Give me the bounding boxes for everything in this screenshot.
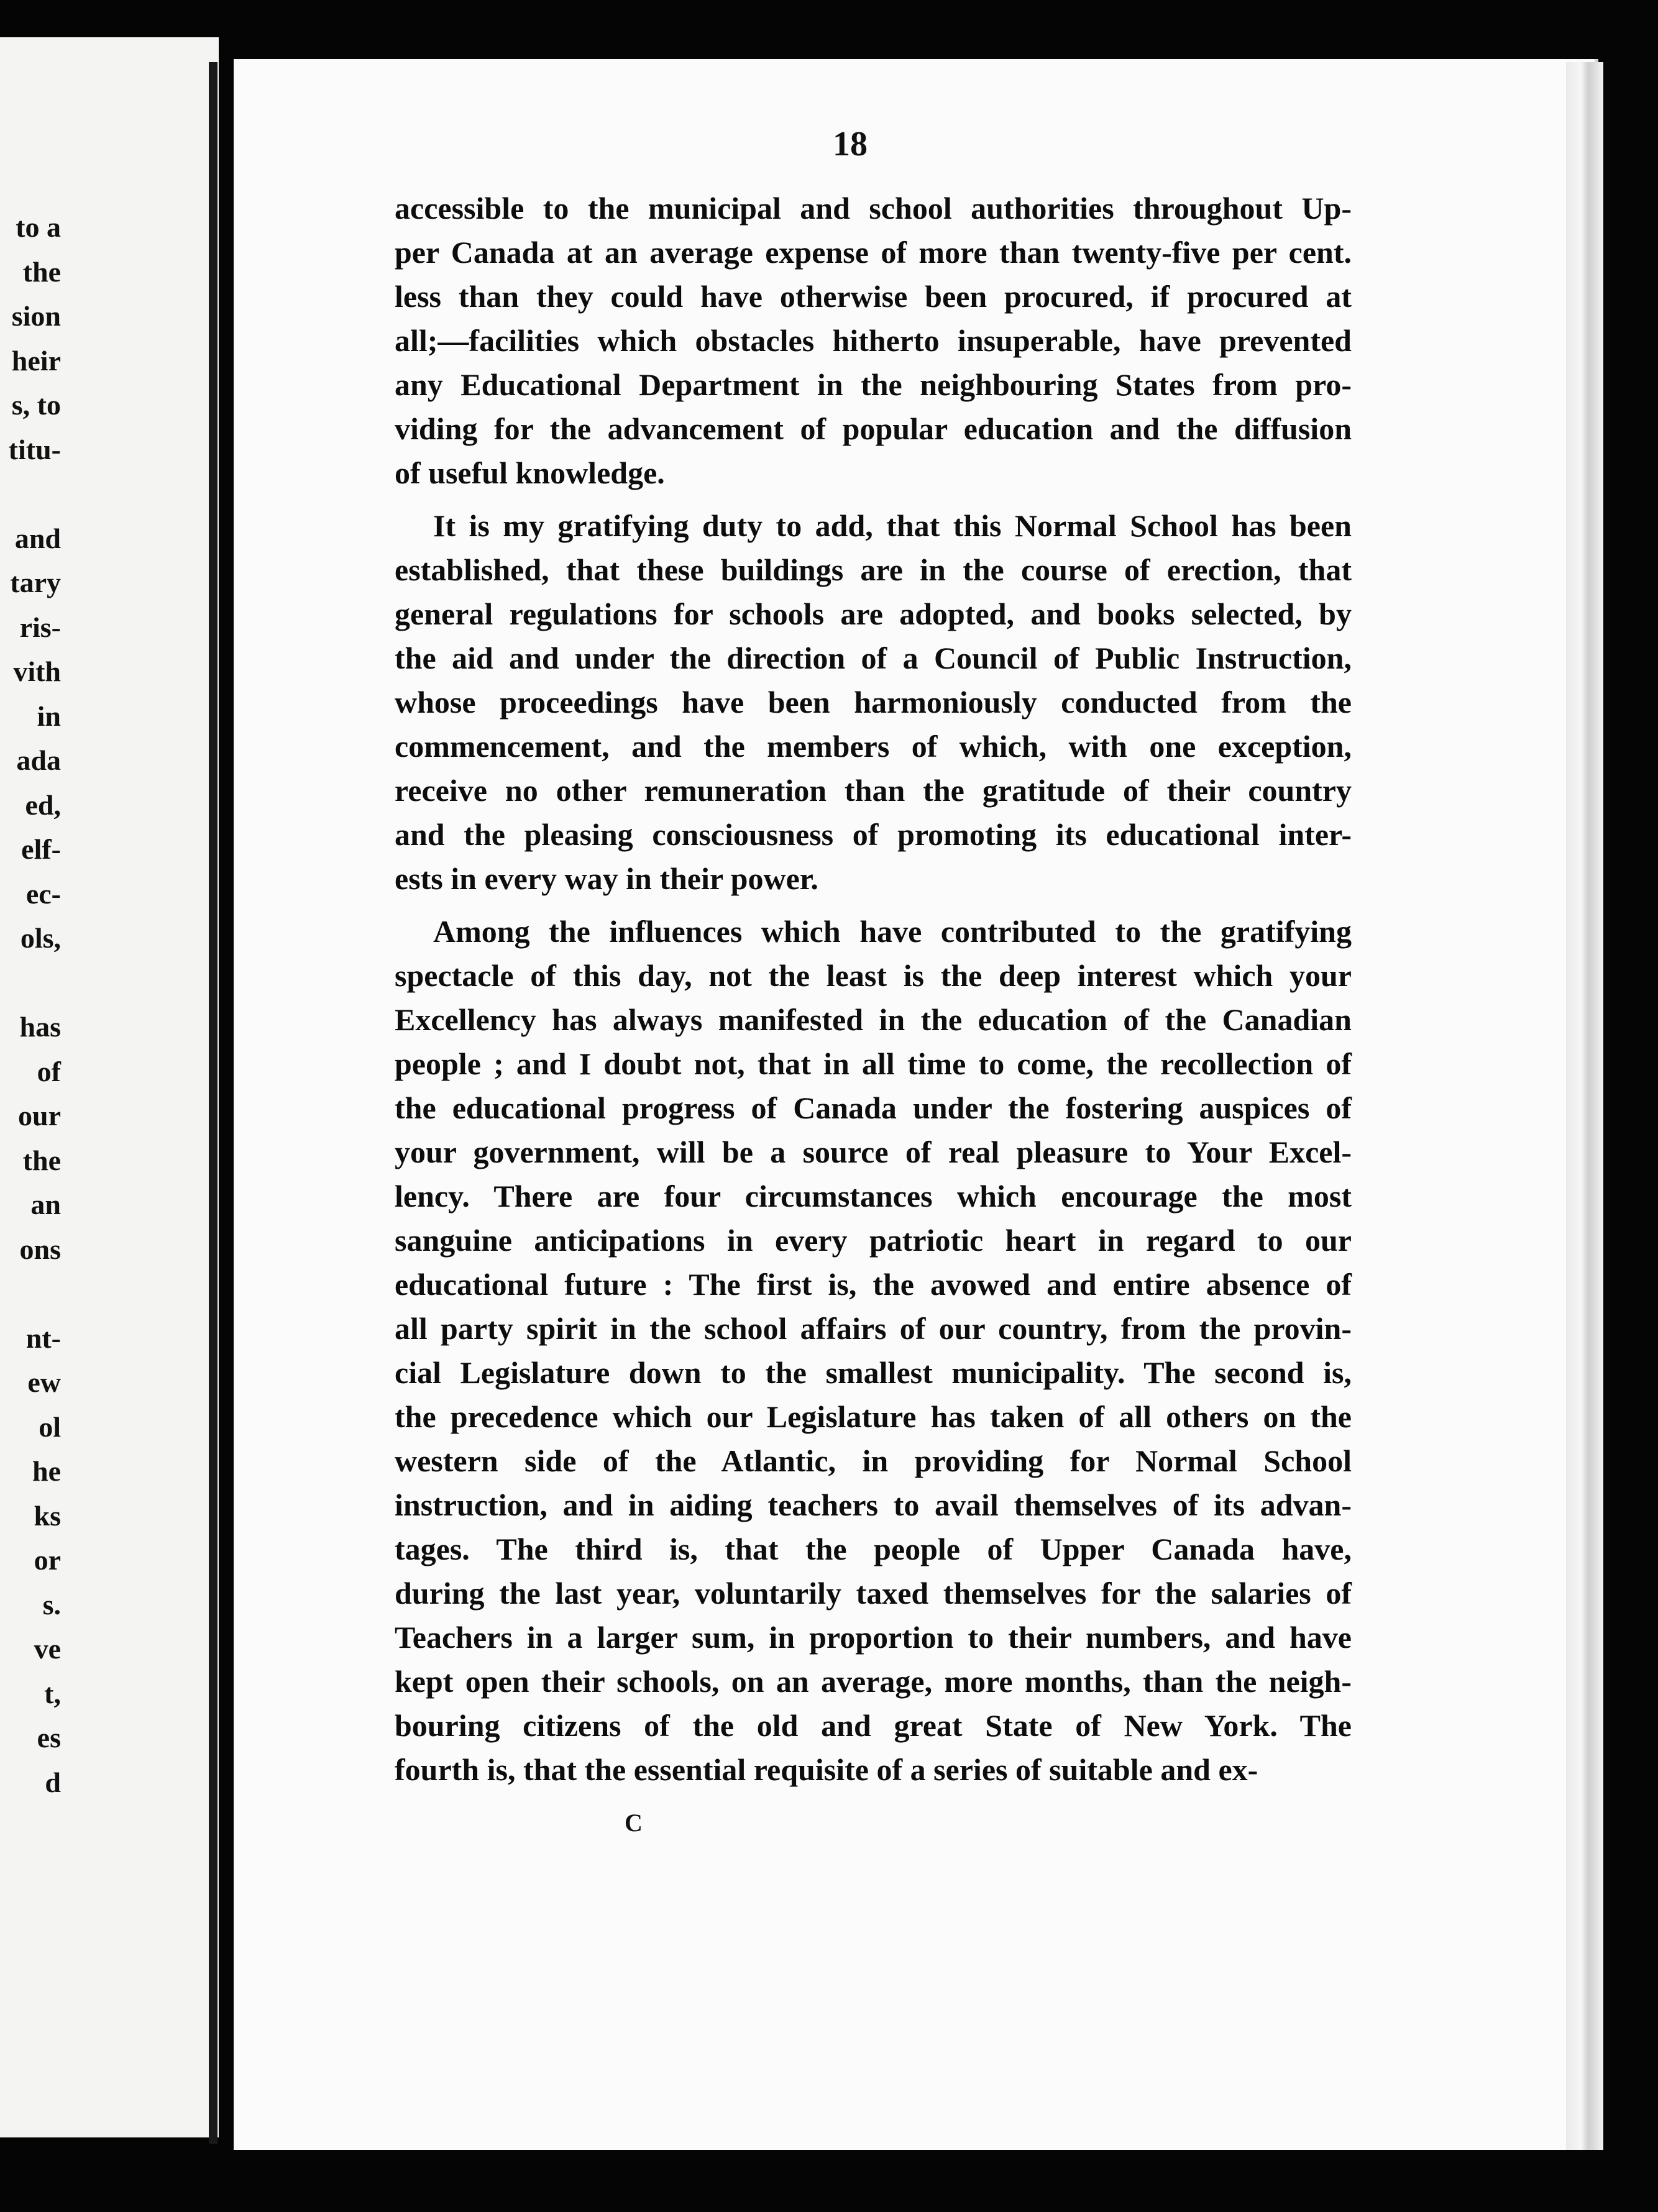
text-line: during the last year, voluntarily taxed themselves for the salaries of [395,1576,1352,1611]
text-line: of useful knowledge. [395,455,665,490]
text-line: the aid and under the direction of a Council of Public Instruction, [395,641,1352,675]
left-page-fragments [0,205,75,1804]
text-line: Teachers in a larger sum, in proportion to their numbers, and have [395,1620,1352,1655]
signature-mark: C [625,1809,643,1837]
text-line: cial Legislature down to the smallest municipality. The second is, [395,1355,1352,1390]
left-page-fragment: t, [44,1677,61,1709]
text-line: established, that these buildings are in the course of erection, that [395,552,1352,587]
left-page-fragment: the [22,255,61,288]
text-line: educational future : The first is, the avowed and entire absence of [395,1267,1352,1302]
text-line: accessible to the municipal and school authorities throughout Up- [395,191,1352,226]
left-page-fragment: an [30,1189,61,1220]
text-line: spectacle of this day, not the least is the deep interest which your [395,958,1352,993]
text-line: sanguine anticipations in every patriotic heart in regard to our [395,1223,1352,1258]
text-line: bouring citizens of the old and great State of New York. The [395,1708,1352,1743]
text-line: per Canada at an average expense of more than twenty-five per cent. [395,235,1352,270]
text-line: people ; and I doubt not, that in all time to come, the recollection of [395,1046,1352,1081]
left-page-fragment: ols, [20,922,61,954]
paragraph [395,504,1352,901]
book-gutter [209,62,218,2144]
left-page-fragment: of [37,1055,61,1087]
left-page-fragment: elf- [21,833,61,865]
left-page-fragment: titu- [8,433,61,465]
left-page-fragment: to a [16,211,61,243]
text-line: whose proceedings have been harmoniously conducted from the [395,685,1352,720]
page-number: 18 [833,125,868,163]
text-line: the precedence which our Legislature has taken of all others on the [395,1399,1352,1434]
text-line: viding for the advancement of popular education and the diffusion [395,411,1352,446]
text-line: ests in every way in their power. [395,861,818,896]
left-page-fragment: or [34,1544,61,1576]
text-line: fourth is, that the essential requisite of a series of suitable and ex- [395,1752,1258,1787]
text-line: any Educational Department in the neighbouring States from pro- [395,367,1352,402]
left-page-fragment: es [37,1722,61,1753]
left-page-fragment: ol [39,1410,61,1443]
paragraph [395,186,1352,495]
text-line: and the pleasing consciousness of promoting its educational inter- [395,817,1352,852]
text-line: instruction, and in aiding teachers to avail themselves of its advan- [395,1488,1352,1522]
left-page-fragment: s. [42,1588,61,1620]
left-page-fragment: sion [11,300,61,332]
body-text [395,186,1352,1792]
left-page-fragment [0,1271,75,1316]
text-line: less than they could have otherwise been procured, if procured at [395,279,1352,314]
text-line: kept open their schools, on an average, more months, than the neigh- [395,1664,1352,1699]
left-page-fragment: tary [10,567,61,598]
left-page-fragment: heir [11,344,61,377]
text-line: lency. There are four circumstances which encourage the most [395,1179,1352,1213]
left-page-fragment: ada [16,744,61,776]
left-page-fragment: s, to [11,389,61,421]
left-page-fragment: ed, [25,788,61,821]
left-page-fragment: ris- [19,611,61,643]
left-page-fragment: ons [19,1233,61,1265]
text-line: western side of the Atlantic, in providing for Normal School [395,1443,1352,1478]
left-page-fragment: has [19,1011,61,1043]
text-line: commencement, and the members of which, with one exception, [395,729,1352,764]
page-edges [1566,62,1603,2150]
text-line: the educational progress of Canada under the fostering auspices of [395,1090,1352,1125]
text-line: all party spirit in the school affairs of our country, from the provin- [395,1311,1352,1346]
left-page-fragment: our [18,1100,61,1131]
left-page [0,37,219,2137]
left-page-fragment: d [45,1766,61,1798]
left-page-fragment: ks [34,1499,61,1532]
left-page-fragment: ec- [25,877,61,910]
left-page-fragment: ve [34,1633,61,1665]
text-line: tages. The third is, that the people of Upper Canada have, [395,1532,1352,1566]
left-page-fragment: nt- [25,1322,61,1354]
text-line: receive no other remuneration than the gratitude of their country [395,773,1352,808]
text-line: your government, will be a source of real pleasure to Your Excel- [395,1135,1352,1169]
text-line: Excellency has always manifested in the education of the Canadian [395,1002,1352,1037]
left-page-fragment: ew [27,1366,61,1398]
left-page-fragment: vith [13,656,61,687]
text-line: general regulations for schools are adopted, and books selected, by [395,596,1352,631]
left-page-fragment: and [14,522,61,554]
text-line: all;—facilities which obstacles hitherto insuperable, have prevented [395,323,1352,358]
left-page-fragment [0,472,75,516]
text-line: It is my gratifying duty to add, that this Normal School has been [433,508,1352,543]
text-line: Among the influences which have contributed to the gratifying [433,914,1352,949]
left-page-fragment: the [22,1144,61,1176]
left-page-fragment [0,961,75,1005]
paragraph [395,910,1352,1792]
left-page-fragment: he [32,1455,61,1487]
left-page-fragment: in [37,700,61,732]
